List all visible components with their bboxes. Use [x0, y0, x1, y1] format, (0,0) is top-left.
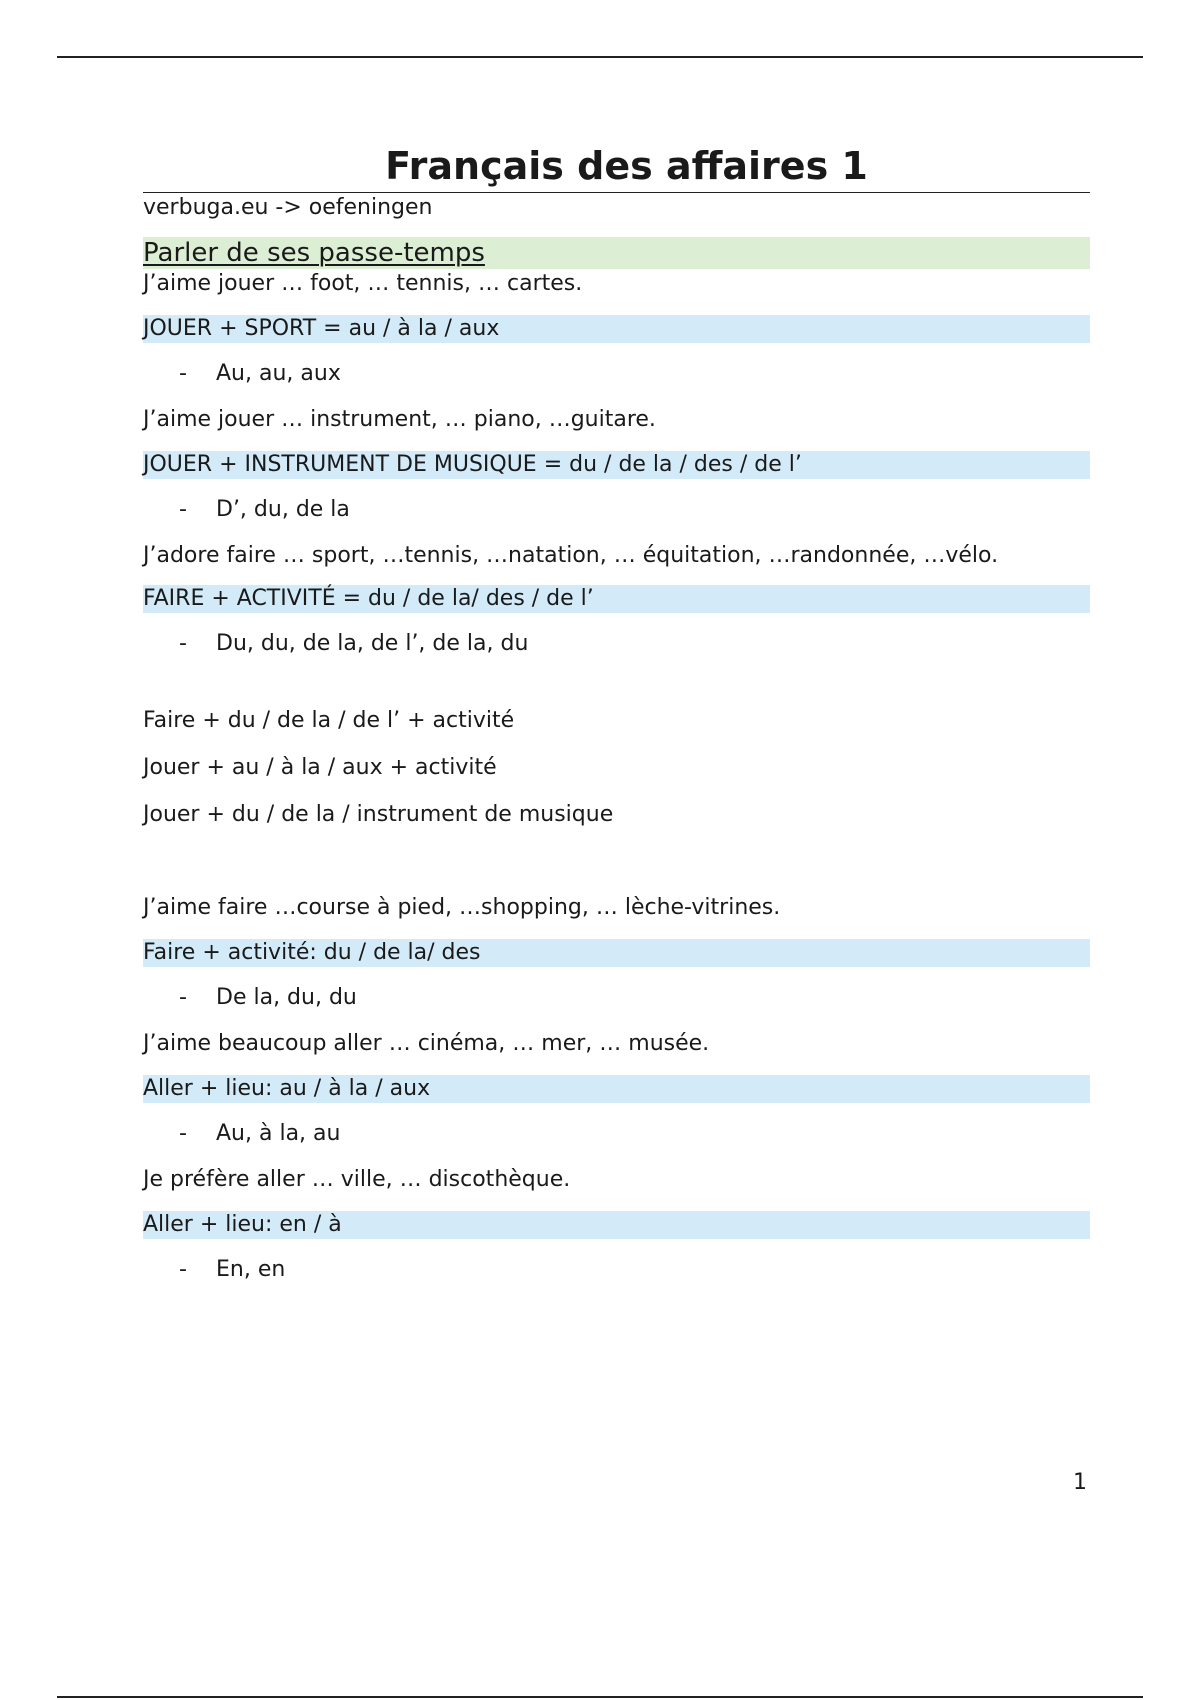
- answer-item: [143, 629, 1090, 659]
- grammar-rule: JOUER + INSTRUMENT DE MUSIQUE = du / de la / des / de l’: [143, 451, 1090, 479]
- grammar-rule: Faire + activité: du / de la/ des: [143, 939, 1090, 967]
- exercise-line: J’aime jouer … instrument, … piano, …guitare.: [143, 407, 656, 432]
- answer-item: [143, 495, 1090, 525]
- exercise-line: J’aime faire …course à pied, …shopping, … lèche-vitrines.: [143, 895, 781, 920]
- page-bottom-border: [57, 1696, 1143, 1698]
- section-heading: [143, 237, 1090, 269]
- exercise-line: J’aime jouer … foot, … tennis, … cartes.: [143, 271, 583, 296]
- document-title: Français des affaires 1: [385, 144, 868, 188]
- exercise-line: J’aime beaucoup aller … cinéma, … mer, … musée.: [143, 1031, 710, 1056]
- page-top-border: [57, 56, 1143, 58]
- grammar-rule: Aller + lieu: en / à: [143, 1211, 1090, 1239]
- answer-text: D’, du, de la: [216, 497, 350, 522]
- grammar-rule: JOUER + SPORT = au / à la / aux: [143, 315, 1090, 343]
- page-number: 1: [1073, 1470, 1087, 1495]
- exercise-line: J’adore faire … sport, …tennis, …natation, … équitation, …randonnée, …vélo.: [143, 543, 999, 568]
- bullet-dash: -: [179, 1257, 187, 1282]
- answer-item: [143, 1119, 1090, 1149]
- answer-item: [143, 983, 1090, 1013]
- summary-line: Jouer + du / de la / instrument de musique: [143, 802, 614, 827]
- section-heading-text: Parler de ses passe-temps: [143, 238, 485, 268]
- document-subtitle: verbuga.eu -> oefeningen: [143, 195, 433, 220]
- answer-text: Du, du, de la, de l’, de la, du: [216, 631, 529, 656]
- answer-text: Au, au, aux: [216, 361, 341, 386]
- answer-text: En, en: [216, 1257, 286, 1282]
- answer-text: Au, à la, au: [216, 1121, 341, 1146]
- answer-item: [143, 359, 1090, 389]
- answer-item: [143, 1255, 1090, 1285]
- grammar-rule: Aller + lieu: au / à la / aux: [143, 1075, 1090, 1103]
- bullet-dash: -: [179, 1121, 187, 1146]
- document-body: [143, 140, 1090, 1285]
- grammar-rule: FAIRE + ACTIVITÉ = du / de la/ des / de l’: [143, 585, 1090, 613]
- summary-line: Jouer + au / à la / aux + activité: [143, 755, 497, 780]
- answer-text: De la, du, du: [216, 985, 357, 1010]
- bullet-dash: -: [179, 631, 187, 656]
- bullet-dash: -: [179, 361, 187, 386]
- summary-line: Faire + du / de la / de l’ + activité: [143, 708, 515, 733]
- bullet-dash: -: [179, 985, 187, 1010]
- exercise-line: Je préfère aller … ville, … discothèque.: [143, 1167, 571, 1192]
- bullet-dash: -: [179, 497, 187, 522]
